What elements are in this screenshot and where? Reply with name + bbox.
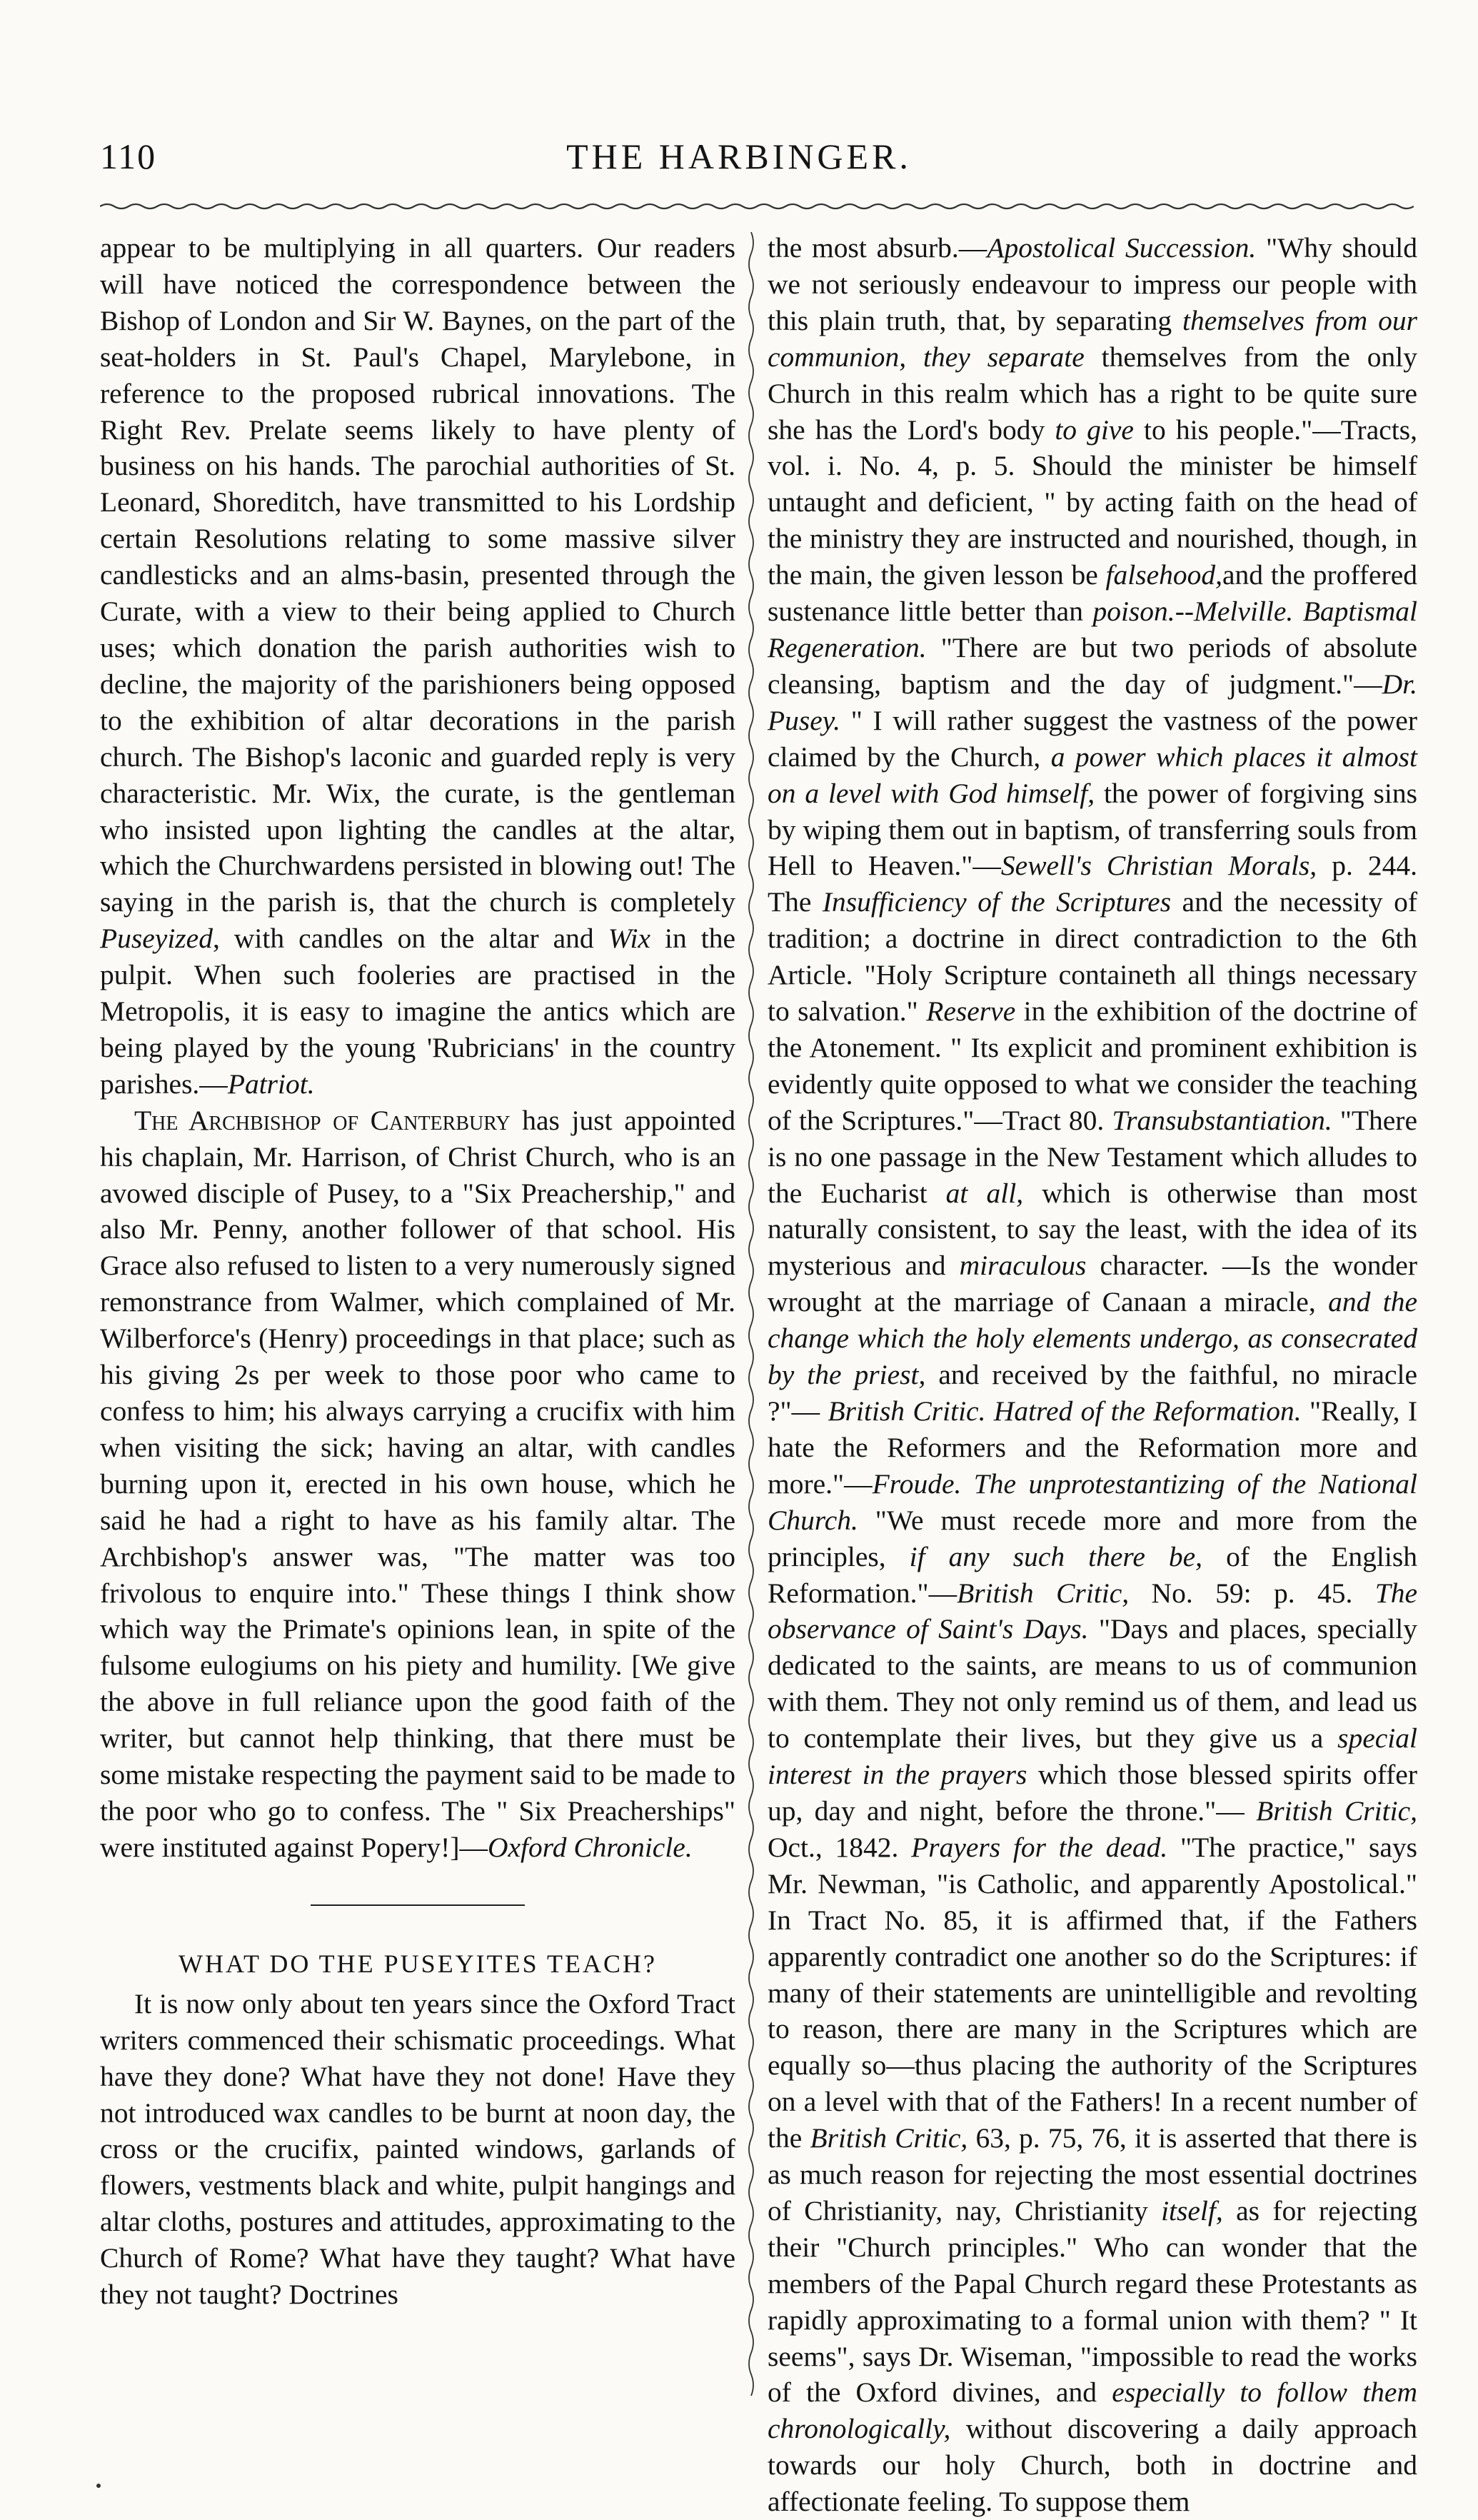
italic-run: Froude. The unprotestantizing of the National Church. [768, 1467, 1417, 1536]
italic-run: Melville. Baptismal Regeneration. [768, 596, 1417, 663]
text-run: "We must recede more and more from the principles, [768, 1504, 1417, 1572]
text-run: and the proffered sustenance little better than [768, 559, 1417, 628]
italic-run: poison. [1092, 596, 1175, 628]
text-run: "Why should we not seriously endeavour to impress our people with this plain truth, that, by separating [768, 232, 1417, 336]
italic-run: British Critic. Hatred of the Reformation. [828, 1395, 1302, 1427]
text-run: "The practice," says Mr. Newman, "is Catholic, and apparently Apostolical." In Tract No. 85, it is affirmed that, if the Fathers apparently contradict one another so do the Scriptures: if many of their statements are unintelligible and revolting to reason, there are many in the Scriptures which are equally so—thus placing the authority of the Scriptures on a level with that of the Fathers! In a recent number of the [768, 1831, 1417, 2154]
text-run: 63, p. 75, 76, it is asserted that there is as much reason for rejecting the most essential doctrines of Christianity, nay, Christianity [768, 2122, 1417, 2227]
text-run: to his people."—Tracts, vol. i. No. 4, p. 5. Should the minister be himself untaught and deficient, " by acting faith on the head of the ministry they are instructed and nourished, though, in the main, the given lesson be [768, 413, 1417, 591]
italic-run: themselves from our communion, they separate [768, 304, 1417, 373]
italic-run: Reserve [926, 995, 1016, 1028]
text-run: p. 244. The [768, 850, 1417, 918]
text-run: , with candles on the altar and [212, 923, 608, 955]
italic-run: Apostolical Succession. [987, 232, 1257, 263]
page-number: 110 [100, 136, 157, 176]
running-title: THE HARBINGER. [566, 136, 912, 176]
text-run: as for rejecting their "Church principles." Who can wonder that the members of the Papal Church regard these Protestants as rapidly approximating to a formal union with them? " It seems", says Dr. Wiseman, "impossible to read the works of the Oxford divines, and [768, 2194, 1417, 2409]
article-paragraph [768, 230, 1417, 2520]
text-run: in the pulpit. When such fooleries are practised in the Metropolis, it is easy to imagine the antics which are being played by the young 'Rubricians' in the country parishes.— [100, 923, 736, 1100]
source-citation: Oxford Chronicle. [488, 1831, 693, 1863]
text-run: and received by the faithful, no miracle ?"— [768, 1359, 1417, 1427]
italic-run: itself, [1161, 2194, 1223, 2227]
text-run: of the English Reformation."— [768, 1540, 1417, 1609]
section-rule [311, 1904, 525, 1906]
italic-run: Prayers for the dead. [911, 1831, 1168, 1863]
italic-run: a power which places it almost on a level with God himself, [768, 741, 1417, 809]
text-run: appear to be multiplying in all quarters. Our readers will have noticed the correspondence between the Bishop of London and Sir W. Baynes, on the part of the seat-holders in St. Paul's Chapel, Marylebone, in reference to the proposed rubrical innovations. The Right Rev. Prelate seems likely to have plenty of business on his hands. The parochial authorities of St. Leonard, Shoreditch, have transmitted to his Lordship certain Resolutions relating to some massive silver candlesticks and an alms-basin, presented through the Curate, with a view to their being applied to Church uses; which donation the parish authorities wish to decline, the majority of the parishioners being opposed to the exhibition of altar decorations in the parish church. The Bishop's laconic and guarded reply is very characteristic. Mr. Wix, the curate, is the gentleman who insisted upon lighting the candles at the altar, which the Churchwardens persisted in blowing out! The saying in the parish is, that the church is completely [100, 232, 735, 918]
text-run: the power of forgiving sins by wiping them out in baptism, of transferring souls from Hell to Heaven."— [768, 777, 1417, 882]
italic-run: British Critic, [957, 1577, 1130, 1609]
section-heading: WHAT DO THE PUSEYITES TEACH? [179, 1949, 657, 1978]
text-run: "There is no one passage in the New Testament which alludes to the Eucharist [768, 1104, 1417, 1209]
page-header [0, 136, 1478, 193]
italic-run: Insufficiency of the Scriptures [822, 886, 1172, 918]
italic-run: and the change which the holy elements undergo, as consecrated by the priest, [768, 1286, 1417, 1391]
page-speck [96, 2484, 101, 2488]
article-paragraph [100, 1986, 735, 2313]
text-run: No. 59: p. 45. [1129, 1577, 1375, 1609]
italic-run: at all, [945, 1177, 1024, 1209]
text-run: which is otherwise than most naturally consistent, to say the least, with the idea of its mysterious and [768, 1177, 1417, 1282]
smallcaps-lead: The Archbishop of Canterbury [134, 1104, 511, 1136]
right-column [768, 230, 1418, 2518]
header-ornamental-rule [100, 201, 1414, 211]
italic-run: The observance of Saint's Days. [768, 1577, 1418, 1645]
column-divider [744, 232, 758, 2396]
text-run: in the exhibition of the doctrine of the Atonement. " Its explicit and prominent exhibition is evidently quite opposed to what we consider the teaching of the Scriptures."—Tract 80. [768, 995, 1417, 1136]
italic-run: Puseyized [100, 923, 213, 955]
italic-run: special interest in the prayers [768, 1722, 1417, 1791]
italic-run: Sewell's Christian Morals, [1000, 850, 1317, 882]
text-run: "Days and places, specially dedicated to the saints, are means to us of communion with them. They not only remind us of them, and lead us to contemplate their lives, but they give us a [768, 1613, 1418, 1755]
article-paragraph [100, 1103, 735, 1866]
italic-run: British Critic, [810, 2122, 968, 2154]
text-run: " I will rather suggest the vastness of the power claimed by the Church, [768, 704, 1417, 773]
article-paragraph [100, 230, 735, 1103]
text-run: "Really, I hate the Reformers and the Reformation more and more."— [768, 1395, 1418, 1500]
italic-run: British Critic, [1256, 1794, 1417, 1827]
italic-run: especially to follow them chronologically, [768, 2376, 1417, 2445]
italic-run: if any such there be, [909, 1540, 1203, 1572]
italic-run: miraculous [959, 1250, 1087, 1282]
left-column [100, 230, 735, 2401]
italic-run: Transubstantiation. [1112, 1104, 1332, 1136]
text-run: and the necessity of tradition; a doctrine in direct contradiction to the 6th Article. "Holy Scripture containeth all things necessary to salvation." [768, 886, 1417, 1028]
text-run: themselves from the only Church in this realm which has a right to be quite sure she has the Lord's body [768, 341, 1417, 446]
italic-run: to give [1055, 413, 1134, 446]
italic-run: falsehood, [1105, 559, 1223, 591]
text-run: "There are but two periods of absolute cleansing, baptism and the day of judgment."— [768, 631, 1417, 700]
italic-run: Wix [608, 923, 650, 955]
text-run: which those blessed spirits offer up, day and night, before the throne."— [768, 1759, 1417, 1827]
source-citation: Patriot. [227, 1068, 315, 1100]
text-run: the most absurb.— [768, 232, 987, 263]
italic-run: Dr. Pusey. [768, 668, 1417, 736]
text-run: has just appointed his chaplain, Mr. Harrison, of Christ Church, who is an avowed disciple of Pusey, to a "Six Preachership," and also Mr. Penny, another follower of that school. His Grace also refused to listen to a very numerously signed remonstrance from Walmer, which complained of Mr. Wilberforce's (Henry) proceedings in that place; such as his giving 2s per week to those poor who came to confess to him; his always carrying a crucifix with him when visiting the sick; having an altar, with candles burning upon it, erected in his own house, which he said he had a right to have as his family altar. The Archbishop's answer was, "The matter was too frivolous to enquire into." These things I think show which way the Primate's opinions lean, in spite of the fulsome eulogiums on his piety and humility. [We give the above in full reliance upon the good faith of the writer, but cannot help thinking, that there must be some mistake respecting the payment said to be made to the poor who go to confess. The " Six Preacherships" were instituted against Popery!]— [100, 1104, 735, 1863]
text-run: character. —Is the wonder wrought at the marriage of Canaan a miracle, [768, 1250, 1417, 1318]
text-run: -- [1175, 596, 1194, 628]
text-run: Oct., 1842. [768, 1831, 912, 1863]
text-run: It is now only about ten years since the Oxford Tract writers commenced their schismatic proceedings. What have they done? What have they not done! Have they not introduced wax candles to be burnt at noon day, the cross or the crucifix, painted windows, garlands of flowers, vestments black and white, pulpit hangings and altar cloths, postures and attitudes, approximating to the Church of Rome? What have they taught? What have they not taught? Doctrines [100, 1987, 735, 2311]
text-run: without discovering a daily approach towards our holy Church, both in doctrine and affectionate feeling. To suppose them [768, 2413, 1417, 2518]
